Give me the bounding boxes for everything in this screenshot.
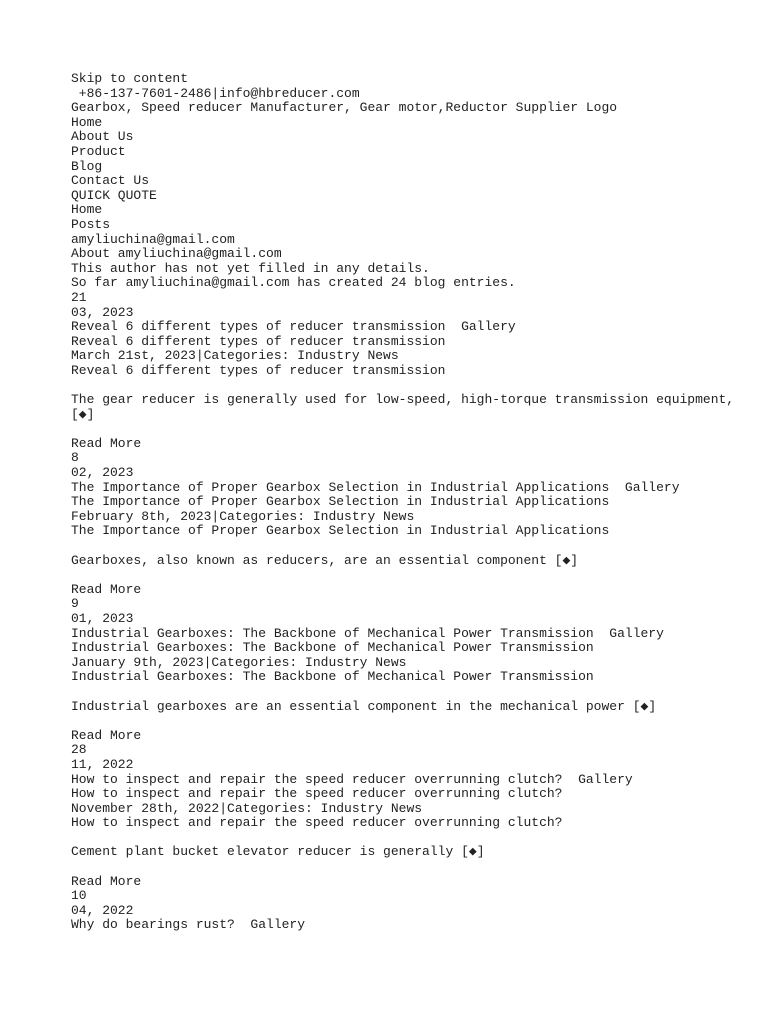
- post-excerpt: The gear reducer is generally used for low-speed, high-torque transmission equipment, [◆]: [71, 392, 735, 422]
- post-title-repeat: How to inspect and repair the speed reducer overrunning clutch?: [71, 815, 563, 831]
- post-day: 8: [71, 450, 79, 466]
- spacer: [71, 539, 761, 554]
- post-day: 10: [71, 888, 87, 904]
- nav-item-blog[interactable]: Blog: [71, 158, 103, 174]
- spacer: [71, 685, 761, 700]
- spacer: [71, 860, 761, 875]
- post-meta: January 9th, 2023|Categories: Industry News: [71, 654, 407, 670]
- breadcrumb-current: amyliuchina@gmail.com: [71, 231, 235, 247]
- blog-post: [71, 291, 761, 452]
- spacer: [71, 831, 761, 846]
- post-title[interactable]: Reveal 6 different types of reducer transmission: [71, 333, 446, 349]
- spacer: [71, 422, 761, 437]
- spacer: [71, 568, 761, 583]
- post-gallery-link[interactable]: Reveal 6 different types of reducer transmission Gallery: [71, 319, 516, 335]
- quick-quote-button[interactable]: QUICK QUOTE: [71, 187, 157, 203]
- post-gallery-link[interactable]: The Importance of Proper Gearbox Selection in Industrial Applications Gallery: [71, 479, 680, 495]
- nav-item-product[interactable]: Product: [71, 143, 126, 159]
- blog-post: [71, 889, 761, 933]
- post-month-year: 02, 2023: [71, 465, 134, 481]
- breadcrumb-posts[interactable]: Posts: [71, 216, 111, 232]
- post-meta: February 8th, 2023|Categories: Industry News: [71, 508, 415, 524]
- post-day: 28: [71, 742, 87, 758]
- spacer: [71, 714, 761, 729]
- post-gallery-link[interactable]: How to inspect and repair the speed reducer overrunning clutch? Gallery: [71, 771, 633, 787]
- author-summary: So far amyliuchina@gmail.com has created 24 blog entries.: [71, 275, 516, 291]
- post-title[interactable]: Industrial Gearboxes: The Backbone of Mechanical Power Transmission: [71, 640, 594, 656]
- read-more-link[interactable]: Read More: [71, 873, 142, 889]
- post-title-repeat: Industrial Gearboxes: The Backbone of Mechanical Power Transmission: [71, 669, 594, 685]
- post-title[interactable]: How to inspect and repair the speed reducer overrunning clutch?: [71, 786, 563, 802]
- nav-item-about-us[interactable]: About Us: [71, 129, 134, 145]
- post-day: 9: [71, 596, 79, 612]
- page: [71, 72, 761, 933]
- post-day: 21: [71, 289, 87, 305]
- post-excerpt: Cement plant bucket elevator reducer is generally [◆]: [71, 844, 485, 860]
- read-more-link[interactable]: Read More: [71, 435, 142, 451]
- post-title[interactable]: The Importance of Proper Gearbox Selection in Industrial Applications: [71, 494, 610, 510]
- nav-item-contact-us[interactable]: Contact Us: [71, 173, 150, 189]
- contact-info[interactable]: +86-137-7601-2486|info@hbreducer.com: [71, 85, 360, 101]
- post-month-year: 01, 2023: [71, 610, 134, 626]
- skip-to-content-link[interactable]: Skip to content: [71, 71, 189, 86]
- author-heading: About amyliuchina@gmail.com: [71, 246, 282, 262]
- post-excerpt: Gearboxes, also known as reducers, are an essential component [◆]: [71, 552, 579, 568]
- site-logo[interactable]: Gearbox, Speed reducer Manufacturer, Gear motor,Reductor Supplier Logo: [71, 100, 618, 116]
- post-gallery-link[interactable]: Industrial Gearboxes: The Backbone of Mechanical Power Transmission Gallery: [71, 625, 664, 641]
- post-excerpt: Industrial gearboxes are an essential component in the mechanical power [◆]: [71, 698, 657, 714]
- post-title-repeat: The Importance of Proper Gearbox Selection in Industrial Applications: [71, 523, 610, 539]
- author-bio: This author has not yet filled in any details.: [71, 260, 430, 276]
- post-meta: March 21st, 2023|Categories: Industry News: [71, 348, 399, 364]
- blog-post: [71, 451, 761, 597]
- read-more-link[interactable]: Read More: [71, 581, 142, 597]
- read-more-link[interactable]: Read More: [71, 727, 142, 743]
- post-gallery-link[interactable]: Why do bearings rust? Gallery: [71, 917, 306, 933]
- blog-post: [71, 743, 761, 889]
- post-meta: November 28th, 2022|Categories: Industry News: [71, 800, 423, 816]
- nav-item-home[interactable]: Home: [71, 114, 103, 130]
- post-month-year: 03, 2023: [71, 304, 134, 320]
- post-month-year: 04, 2022: [71, 902, 134, 918]
- spacer: [71, 378, 761, 393]
- post-title-repeat: Reveal 6 different types of reducer transmission: [71, 362, 446, 378]
- post-month-year: 11, 2022: [71, 756, 134, 772]
- breadcrumb-home[interactable]: Home: [71, 202, 103, 218]
- blog-post: [71, 597, 761, 743]
